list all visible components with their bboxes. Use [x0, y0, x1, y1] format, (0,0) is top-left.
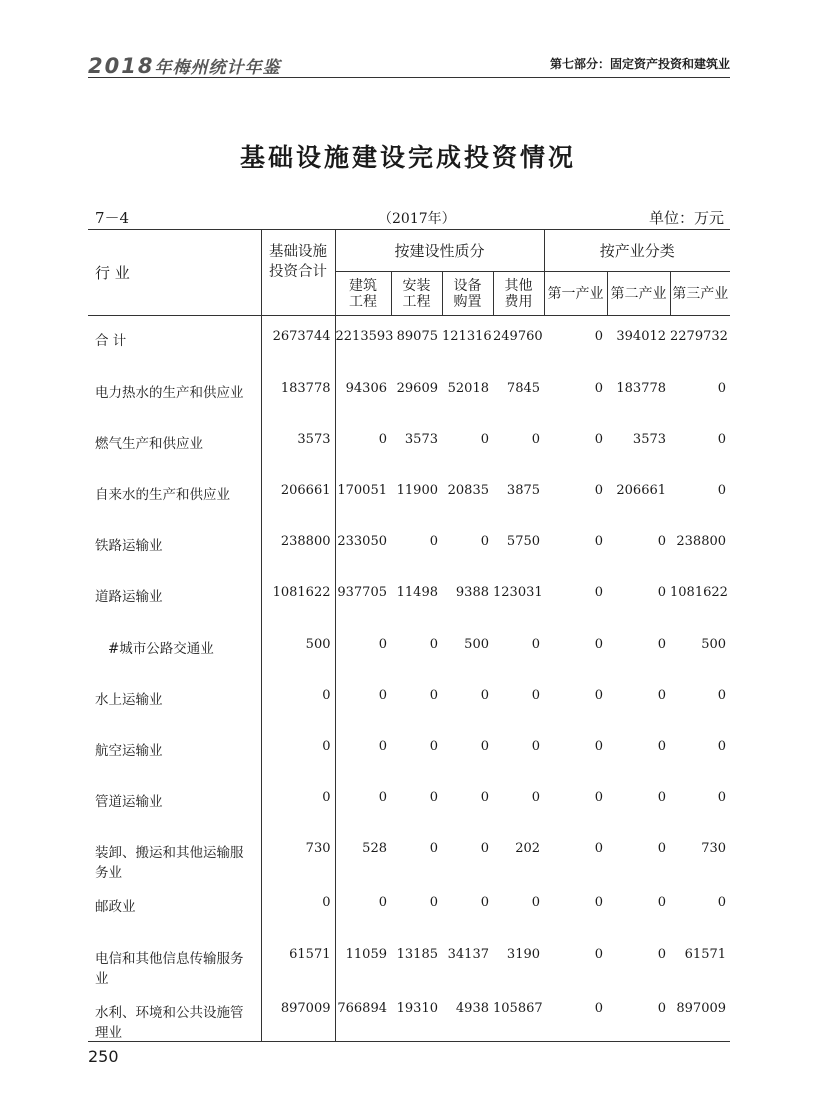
cell-value: 0 [480, 895, 489, 911]
row-industry-name: #城市公路交通业 [88, 623, 261, 674]
table-header [88, 230, 730, 316]
col-industry: 行 业 [88, 230, 261, 316]
cell-value: 0 [544, 316, 607, 367]
cell-value: 0 [717, 431, 727, 447]
cell-value: 9388 [455, 585, 489, 601]
cell-value: 11900 [396, 483, 438, 499]
cell-value: 0 [657, 946, 667, 962]
row-industry-name: 管道运输业 [88, 776, 261, 827]
cell-value: 4938 [442, 987, 493, 1042]
col-other-label: 其他费用 [504, 277, 533, 310]
cell-value: 766894 [335, 987, 391, 1042]
cell-value: 0 [657, 687, 667, 703]
cell-value: 233050 [337, 534, 387, 550]
yearbook-title [88, 53, 280, 78]
table-row [88, 987, 730, 1042]
cell-value: 0 [594, 431, 604, 447]
cell-value: 0 [594, 636, 604, 652]
row-industry-name: 电信和其他信息传输服务业 [88, 933, 261, 987]
cell-value: 0 [594, 380, 604, 396]
row-industry-name: 水上运输业 [88, 674, 261, 725]
row-industry-name: 道路运输业 [88, 571, 261, 622]
row-industry-name: 水利、环境和公共设施管理业 [88, 987, 261, 1042]
cell-value: 0 [657, 534, 667, 550]
table-row [88, 571, 730, 622]
cell-value: 0 [480, 687, 489, 703]
table-number: 7－4 [95, 209, 130, 227]
col-building [335, 272, 391, 316]
cell-value: 0 [378, 790, 387, 806]
cell-value: 897009 [670, 987, 730, 1042]
cell-value: 202 [515, 841, 541, 857]
cell-value: 170051 [337, 483, 387, 499]
table-row [88, 469, 730, 520]
col-tertiary: 第三产业 [670, 272, 730, 316]
cell-value: 0 [594, 739, 604, 754]
col-total [261, 230, 335, 316]
cell-value: 3573 [632, 431, 667, 447]
cell-value: 0 [657, 739, 667, 754]
cell-value: 61571 [684, 946, 727, 962]
cell-value: 0 [261, 725, 335, 776]
cell-value: 0 [378, 739, 387, 754]
row-industry-name: 装卸、搬运和其他运输服务业 [88, 827, 261, 881]
yearbook-year: 2018 [88, 54, 155, 78]
col-total-label: 基础设施投资合计 [269, 244, 327, 280]
table-row [88, 367, 730, 418]
cell-value: 528 [362, 841, 387, 857]
cell-value: 123031 [493, 585, 543, 601]
table-unit: 单位：万元 [648, 209, 724, 227]
table-row [88, 881, 730, 932]
row-industry-name: 燃气生产和供应业 [88, 418, 261, 469]
cell-value: 183778 [261, 367, 335, 418]
cell-value: 500 [701, 636, 727, 652]
col-secondary: 第二产业 [607, 272, 670, 316]
cell-value: 0 [531, 636, 541, 652]
table-row [88, 623, 730, 674]
cell-value: 0 [378, 895, 387, 911]
cell-value: 2213593 [335, 316, 391, 367]
table-row [88, 933, 730, 987]
cell-value: 94306 [345, 380, 387, 396]
cell-value: 3573 [261, 418, 335, 469]
cell-value: 0 [594, 946, 604, 962]
row-industry-name: 邮政业 [88, 881, 261, 932]
cell-value: 238800 [261, 520, 335, 571]
cell-value: 0 [480, 739, 489, 754]
cell-value: 0 [657, 895, 667, 911]
col-install [391, 272, 442, 316]
cell-value: 0 [594, 790, 604, 806]
cell-value: 1081622 [670, 585, 728, 601]
cell-value: 730 [261, 827, 335, 881]
cell-value: 89075 [391, 316, 442, 367]
cell-value: 0 [594, 585, 604, 601]
table-row [88, 725, 730, 776]
cell-value: 11059 [345, 946, 387, 962]
cell-value: 0 [717, 790, 727, 806]
cell-value: 0 [378, 636, 387, 652]
cell-value: 20835 [447, 483, 489, 499]
cell-value: 0 [544, 987, 607, 1042]
cell-value: 0 [594, 841, 604, 857]
cell-value: 2673744 [261, 316, 335, 367]
cell-value: 0 [429, 636, 438, 652]
col-install-label: 安装工程 [402, 277, 431, 310]
row-industry-name: 铁路运输业 [88, 520, 261, 571]
table-row [88, 827, 730, 881]
cell-value: 52018 [447, 380, 489, 396]
cell-value: 3573 [404, 431, 438, 447]
col-group-construction: 按建设性质分 [335, 230, 544, 272]
cell-value: 0 [657, 636, 667, 652]
cell-value: 0 [429, 739, 438, 754]
cell-value: 3190 [506, 946, 541, 962]
cell-value: 0 [378, 687, 387, 703]
cell-value: 0 [480, 790, 489, 806]
cell-value: 249760 [493, 316, 544, 367]
cell-value: 0 [717, 380, 727, 396]
cell-value: 730 [701, 841, 727, 857]
cell-value: 0 [261, 776, 335, 827]
cell-value: 5750 [506, 534, 541, 550]
row-industry-name: 电力热水的生产和供应业 [88, 367, 261, 418]
cell-value: 0 [480, 841, 489, 857]
cell-value: 0 [594, 534, 604, 550]
cell-value: 937705 [337, 585, 387, 601]
cell-value: 11498 [396, 585, 438, 601]
cell-value: 0 [717, 739, 727, 754]
cell-value: 206661 [616, 483, 667, 499]
cell-value: 0 [378, 431, 387, 447]
cell-value: 3875 [506, 483, 541, 499]
col-equipment [442, 272, 493, 316]
cell-value: 0 [480, 534, 489, 550]
table-row [88, 674, 730, 725]
cell-value: 0 [657, 585, 667, 601]
cell-value: 0 [717, 895, 727, 911]
cell-value: 61571 [261, 933, 335, 987]
row-industry-name: 航空运输业 [88, 725, 261, 776]
cell-value: 0 [594, 895, 604, 911]
cell-value: 0 [429, 841, 438, 857]
page-header [88, 55, 730, 78]
cell-value: 0 [261, 881, 335, 932]
cell-value: 19310 [391, 987, 442, 1042]
cell-value: 0 [531, 687, 541, 703]
cell-value: 1081622 [261, 571, 335, 622]
cell-value: 105867 [493, 987, 544, 1042]
col-primary: 第一产业 [544, 272, 607, 316]
table-year: （2017年） [378, 211, 456, 227]
cell-value: 500 [261, 623, 335, 674]
cell-value: 0 [607, 987, 670, 1042]
col-equipment-label: 设备购置 [453, 277, 482, 310]
table-row [88, 418, 730, 469]
cell-value: 0 [531, 790, 541, 806]
row-industry-name: 自来水的生产和供应业 [88, 469, 261, 520]
cell-value: 0 [429, 895, 438, 911]
cell-value: 238800 [676, 534, 727, 550]
cell-value: 394012 [607, 316, 670, 367]
cell-value: 2279732 [670, 316, 730, 367]
cell-value: 7845 [506, 380, 541, 396]
page-title: 基础设施建设完成投资情况 [239, 143, 576, 172]
cell-value: 0 [594, 483, 604, 499]
cell-value: 121316 [442, 316, 493, 367]
cell-value: 0 [531, 739, 541, 754]
table-row [88, 520, 730, 571]
cell-value: 0 [261, 674, 335, 725]
table-row [88, 776, 730, 827]
cell-value: 34137 [447, 946, 489, 962]
cell-value: 13185 [396, 946, 438, 962]
cell-value: 0 [657, 841, 667, 857]
page-number: 250 [88, 1047, 119, 1066]
cell-value: 0 [717, 483, 727, 499]
cell-value: 0 [429, 687, 438, 703]
cell-value: 0 [429, 534, 438, 550]
cell-value: 500 [464, 636, 489, 652]
col-group-industry: 按产业分类 [544, 230, 730, 272]
col-other [493, 272, 544, 316]
cell-value: 206661 [261, 469, 335, 520]
cell-value: 0 [531, 895, 541, 911]
cell-value: 0 [657, 790, 667, 806]
section-title: 第七部分：固定资产投资和建筑业 [549, 57, 730, 71]
investment-table [88, 229, 730, 1042]
cell-value: 0 [480, 431, 489, 447]
table-body [88, 316, 730, 1042]
cell-value: 0 [717, 687, 727, 703]
table-row [88, 316, 730, 367]
row-industry-name: 合 计 [88, 316, 261, 367]
yearbook-name: 年梅州统计年鉴 [154, 58, 281, 78]
col-building-label: 建筑工程 [349, 277, 377, 310]
cell-value: 0 [594, 687, 604, 703]
cell-value: 29609 [396, 380, 438, 396]
cell-value: 183778 [616, 380, 667, 396]
cell-value: 0 [531, 431, 541, 447]
cell-value: 0 [429, 790, 438, 806]
cell-value: 897009 [261, 987, 335, 1042]
